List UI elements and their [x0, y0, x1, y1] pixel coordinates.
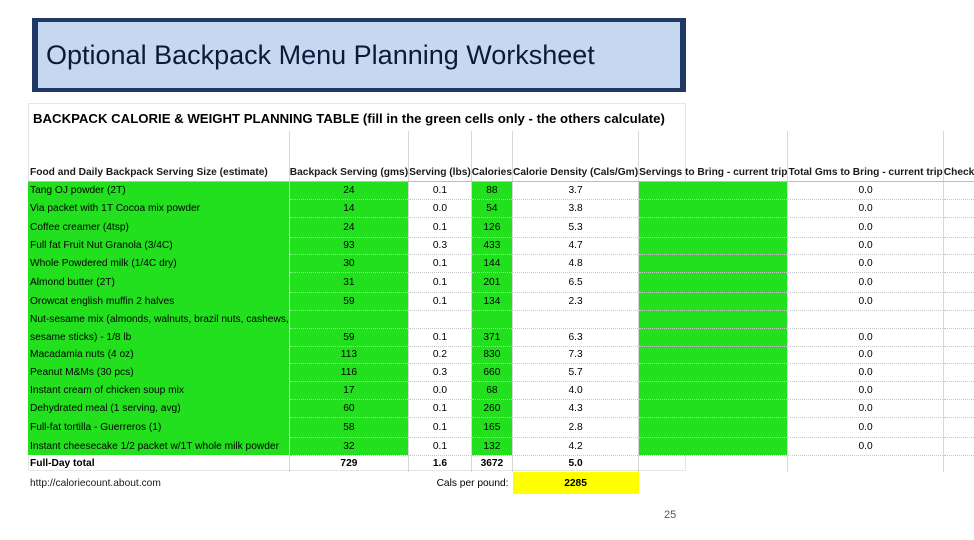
table-row [28, 437, 974, 455]
cell-check [943, 364, 974, 382]
cell-serving-gms[interactable]: 24 [289, 217, 408, 237]
cell-density: 4.8 [513, 255, 639, 273]
cell-serving-gms[interactable]: 113 [289, 346, 408, 364]
footer-empty [788, 472, 943, 494]
cell-servings-trip[interactable] [639, 237, 788, 255]
cell-serving-lbs: 0.0 [409, 382, 472, 400]
cell-density: 7.3 [513, 346, 639, 364]
cell-calories[interactable]: 260 [471, 399, 512, 417]
cell-serving-lbs: 0.1 [409, 399, 472, 417]
cell-serving-gms[interactable]: 93 [289, 237, 408, 255]
cell-serving-gms[interactable]: 58 [289, 417, 408, 437]
cell-food: Almond butter (2T) [28, 273, 289, 293]
cell-serving-lbs: 0.1 [409, 437, 472, 455]
total-density: 5.0 [513, 455, 639, 472]
total-gms: 729 [289, 455, 408, 472]
cell-total-gms [788, 310, 943, 328]
cell-serving-lbs: 0.1 [409, 217, 472, 237]
cell-calories[interactable] [471, 310, 512, 328]
cell-check [943, 237, 974, 255]
cell-check [943, 293, 974, 311]
cell-serving-lbs [409, 310, 472, 328]
cell-serving-lbs: 0.1 [409, 293, 472, 311]
table-row [28, 199, 974, 217]
cell-serving-gms[interactable] [289, 310, 408, 328]
cell-total-gms: 0.0 [788, 346, 943, 364]
footer-empty [639, 472, 788, 494]
cell-food: Orowcat english muffin 2 halves [28, 293, 289, 311]
table-row [28, 346, 974, 364]
cell-total-gms: 0.0 [788, 255, 943, 273]
cell-density: 4.3 [513, 399, 639, 417]
cell-food: Full fat Fruit Nut Granola (3/4C) [28, 237, 289, 255]
table-row [28, 399, 974, 417]
cell-total-gms: 0.0 [788, 237, 943, 255]
cell-density: 5.7 [513, 364, 639, 382]
cell-servings-trip[interactable] [639, 199, 788, 217]
cell-servings-trip[interactable] [639, 417, 788, 437]
cell-food: sesame sticks) - 1/8 lb [28, 328, 289, 346]
cell-food: Full-fat tortilla - Guerreros (1) [28, 417, 289, 437]
cell-density [513, 310, 639, 328]
total-lbs: 1.6 [409, 455, 472, 472]
cell-serving-lbs: 0.3 [409, 237, 472, 255]
planning-table [28, 131, 974, 494]
total-empty-3 [943, 455, 974, 472]
total-empty-1 [639, 455, 788, 472]
cell-servings-trip[interactable] [639, 399, 788, 417]
cell-density: 2.3 [513, 293, 639, 311]
cell-food: Tang OJ powder (2T) [28, 182, 289, 200]
cell-calories[interactable]: 54 [471, 199, 512, 217]
cell-calories[interactable]: 830 [471, 346, 512, 364]
cell-serving-gms[interactable]: 59 [289, 328, 408, 346]
cell-serving-gms[interactable]: 14 [289, 199, 408, 217]
header-calories: Calories [471, 131, 512, 182]
cell-servings-trip[interactable] [639, 328, 788, 346]
cell-servings-trip[interactable] [639, 310, 788, 328]
cell-check [943, 399, 974, 417]
table-row [28, 255, 974, 273]
title-box [32, 18, 686, 92]
total-label: Full-Day total [30, 458, 95, 470]
cell-serving-gms[interactable]: 32 [289, 437, 408, 455]
header-food: Food and Daily Backpack Serving Size (estimate) [28, 131, 289, 182]
cell-total-gms: 0.0 [788, 182, 943, 200]
total-empty-2 [788, 455, 943, 472]
cell-food: Instant cream of chicken soup mix [28, 382, 289, 400]
cell-servings-trip[interactable] [639, 217, 788, 237]
cell-check [943, 217, 974, 237]
cell-serving-lbs: 0.3 [409, 364, 472, 382]
cals-per-pound-label: Cals per pound: [436, 477, 509, 489]
cell-check [943, 199, 974, 217]
cell-servings-trip[interactable] [639, 346, 788, 364]
cell-density: 4.0 [513, 382, 639, 400]
cell-serving-lbs: 0.1 [409, 273, 472, 293]
cell-food: Instant cheesecake 1/2 packet w/1T whole milk powder [28, 437, 289, 455]
cell-food: Via packet with 1T Cocoa mix powder [28, 199, 289, 217]
cell-density: 3.8 [513, 199, 639, 217]
table-title: BACKPACK CALORIE & WEIGHT PLANNING TABLE (fill in the green cells only - the others calculate) [33, 111, 665, 126]
cell-food: Coffee creamer (4tsp) [28, 217, 289, 237]
cell-calories[interactable]: 165 [471, 417, 512, 437]
cell-food: Whole Powdered milk (1/4C dry) [28, 255, 289, 273]
header-serving-gms: Backpack Serving (gms) [289, 131, 408, 182]
cell-calories[interactable]: 126 [471, 217, 512, 237]
cell-calories[interactable]: 68 [471, 382, 512, 400]
calorie-count-link[interactable]: http://caloriecount.about.com [30, 477, 161, 489]
cell-total-gms: 0.0 [788, 293, 943, 311]
cell-serving-gms[interactable]: 59 [289, 293, 408, 311]
table-row [28, 417, 974, 437]
cell-calories[interactable]: 132 [471, 437, 512, 455]
cell-density: 6.3 [513, 328, 639, 346]
cell-calories[interactable]: 371 [471, 328, 512, 346]
cell-total-gms: 0.0 [788, 328, 943, 346]
cell-food: Macadamia nuts (4 oz) [28, 346, 289, 364]
cell-density: 2.8 [513, 417, 639, 437]
cell-calories[interactable]: 134 [471, 293, 512, 311]
cell-total-gms: 0.0 [788, 437, 943, 455]
header-density: Calorie Density (Cals/Gm) [513, 131, 639, 182]
footer-empty [943, 472, 974, 494]
cell-servings-trip[interactable] [639, 293, 788, 311]
header-check: Check [943, 131, 974, 182]
cell-serving-gms[interactable]: 30 [289, 255, 408, 273]
cell-serving-lbs: 0.2 [409, 346, 472, 364]
cell-food: Peanut M&Ms (30 pcs) [28, 364, 289, 382]
table-row [28, 237, 974, 255]
cell-check [943, 273, 974, 293]
table-row [28, 364, 974, 382]
cell-serving-lbs: 0.0 [409, 199, 472, 217]
cell-servings-trip[interactable] [639, 437, 788, 455]
page-number: 25 [664, 509, 677, 521]
cell-servings-trip[interactable] [639, 273, 788, 293]
cell-check [943, 310, 974, 328]
cell-calories[interactable]: 201 [471, 273, 512, 293]
cell-check [943, 255, 974, 273]
cell-check [943, 182, 974, 200]
table-row [28, 293, 974, 311]
table-row [28, 310, 974, 328]
cell-check [943, 346, 974, 364]
cell-serving-lbs: 0.1 [409, 255, 472, 273]
total-calories: 3672 [471, 455, 512, 472]
cell-serving-lbs: 0.1 [409, 328, 472, 346]
slide-title: Optional Backpack Menu Planning Worksheet [46, 39, 595, 70]
cell-density: 4.2 [513, 437, 639, 455]
cell-serving-gms[interactable]: 60 [289, 399, 408, 417]
cell-food: Nut-sesame mix (almonds, walnuts, brazil nuts, cashews, [28, 310, 289, 328]
cell-check [943, 328, 974, 346]
cell-total-gms: 0.0 [788, 382, 943, 400]
header-serving-lbs: Serving (lbs) [409, 131, 472, 182]
header-row [28, 131, 974, 182]
cell-servings-trip[interactable] [639, 364, 788, 382]
cell-total-gms: 0.0 [788, 399, 943, 417]
cell-density: 4.7 [513, 237, 639, 255]
cell-total-gms: 0.0 [788, 364, 943, 382]
cell-servings-trip[interactable] [639, 255, 788, 273]
cell-check [943, 437, 974, 455]
cell-calories[interactable]: 144 [471, 255, 512, 273]
cell-density: 3.7 [513, 182, 639, 200]
footer-row [28, 472, 974, 494]
header-servings-trip: Servings to Bring - current trip [639, 131, 788, 182]
table-row [28, 382, 974, 400]
table-row [28, 182, 974, 200]
table-row [28, 217, 974, 237]
cell-total-gms: 0.0 [788, 199, 943, 217]
cals-per-pound-value: 2285 [513, 472, 639, 494]
title-inner [38, 22, 680, 88]
cell-total-gms: 0.0 [788, 217, 943, 237]
cell-check [943, 382, 974, 400]
table-row [28, 273, 974, 293]
cell-serving-lbs: 0.1 [409, 417, 472, 437]
cell-calories[interactable]: 660 [471, 364, 512, 382]
cell-density: 6.5 [513, 273, 639, 293]
total-row [28, 455, 974, 472]
cell-total-gms: 0.0 [788, 273, 943, 293]
cell-calories[interactable]: 88 [471, 182, 512, 200]
cell-servings-trip[interactable] [639, 382, 788, 400]
cell-total-gms: 0.0 [788, 417, 943, 437]
cell-serving-gms[interactable]: 17 [289, 382, 408, 400]
cell-calories[interactable]: 433 [471, 237, 512, 255]
cell-check [943, 417, 974, 437]
cell-food: Dehydrated meal (1 serving, avg) [28, 399, 289, 417]
cell-serving-gms[interactable]: 116 [289, 364, 408, 382]
header-total-gms: Total Gms to Bring - current trip [788, 131, 943, 182]
cell-servings-trip[interactable] [639, 182, 788, 200]
table-row [28, 328, 974, 346]
cell-serving-gms[interactable]: 31 [289, 273, 408, 293]
cell-density: 5.3 [513, 217, 639, 237]
cell-serving-lbs: 0.1 [409, 182, 472, 200]
cell-serving-gms[interactable]: 24 [289, 182, 408, 200]
